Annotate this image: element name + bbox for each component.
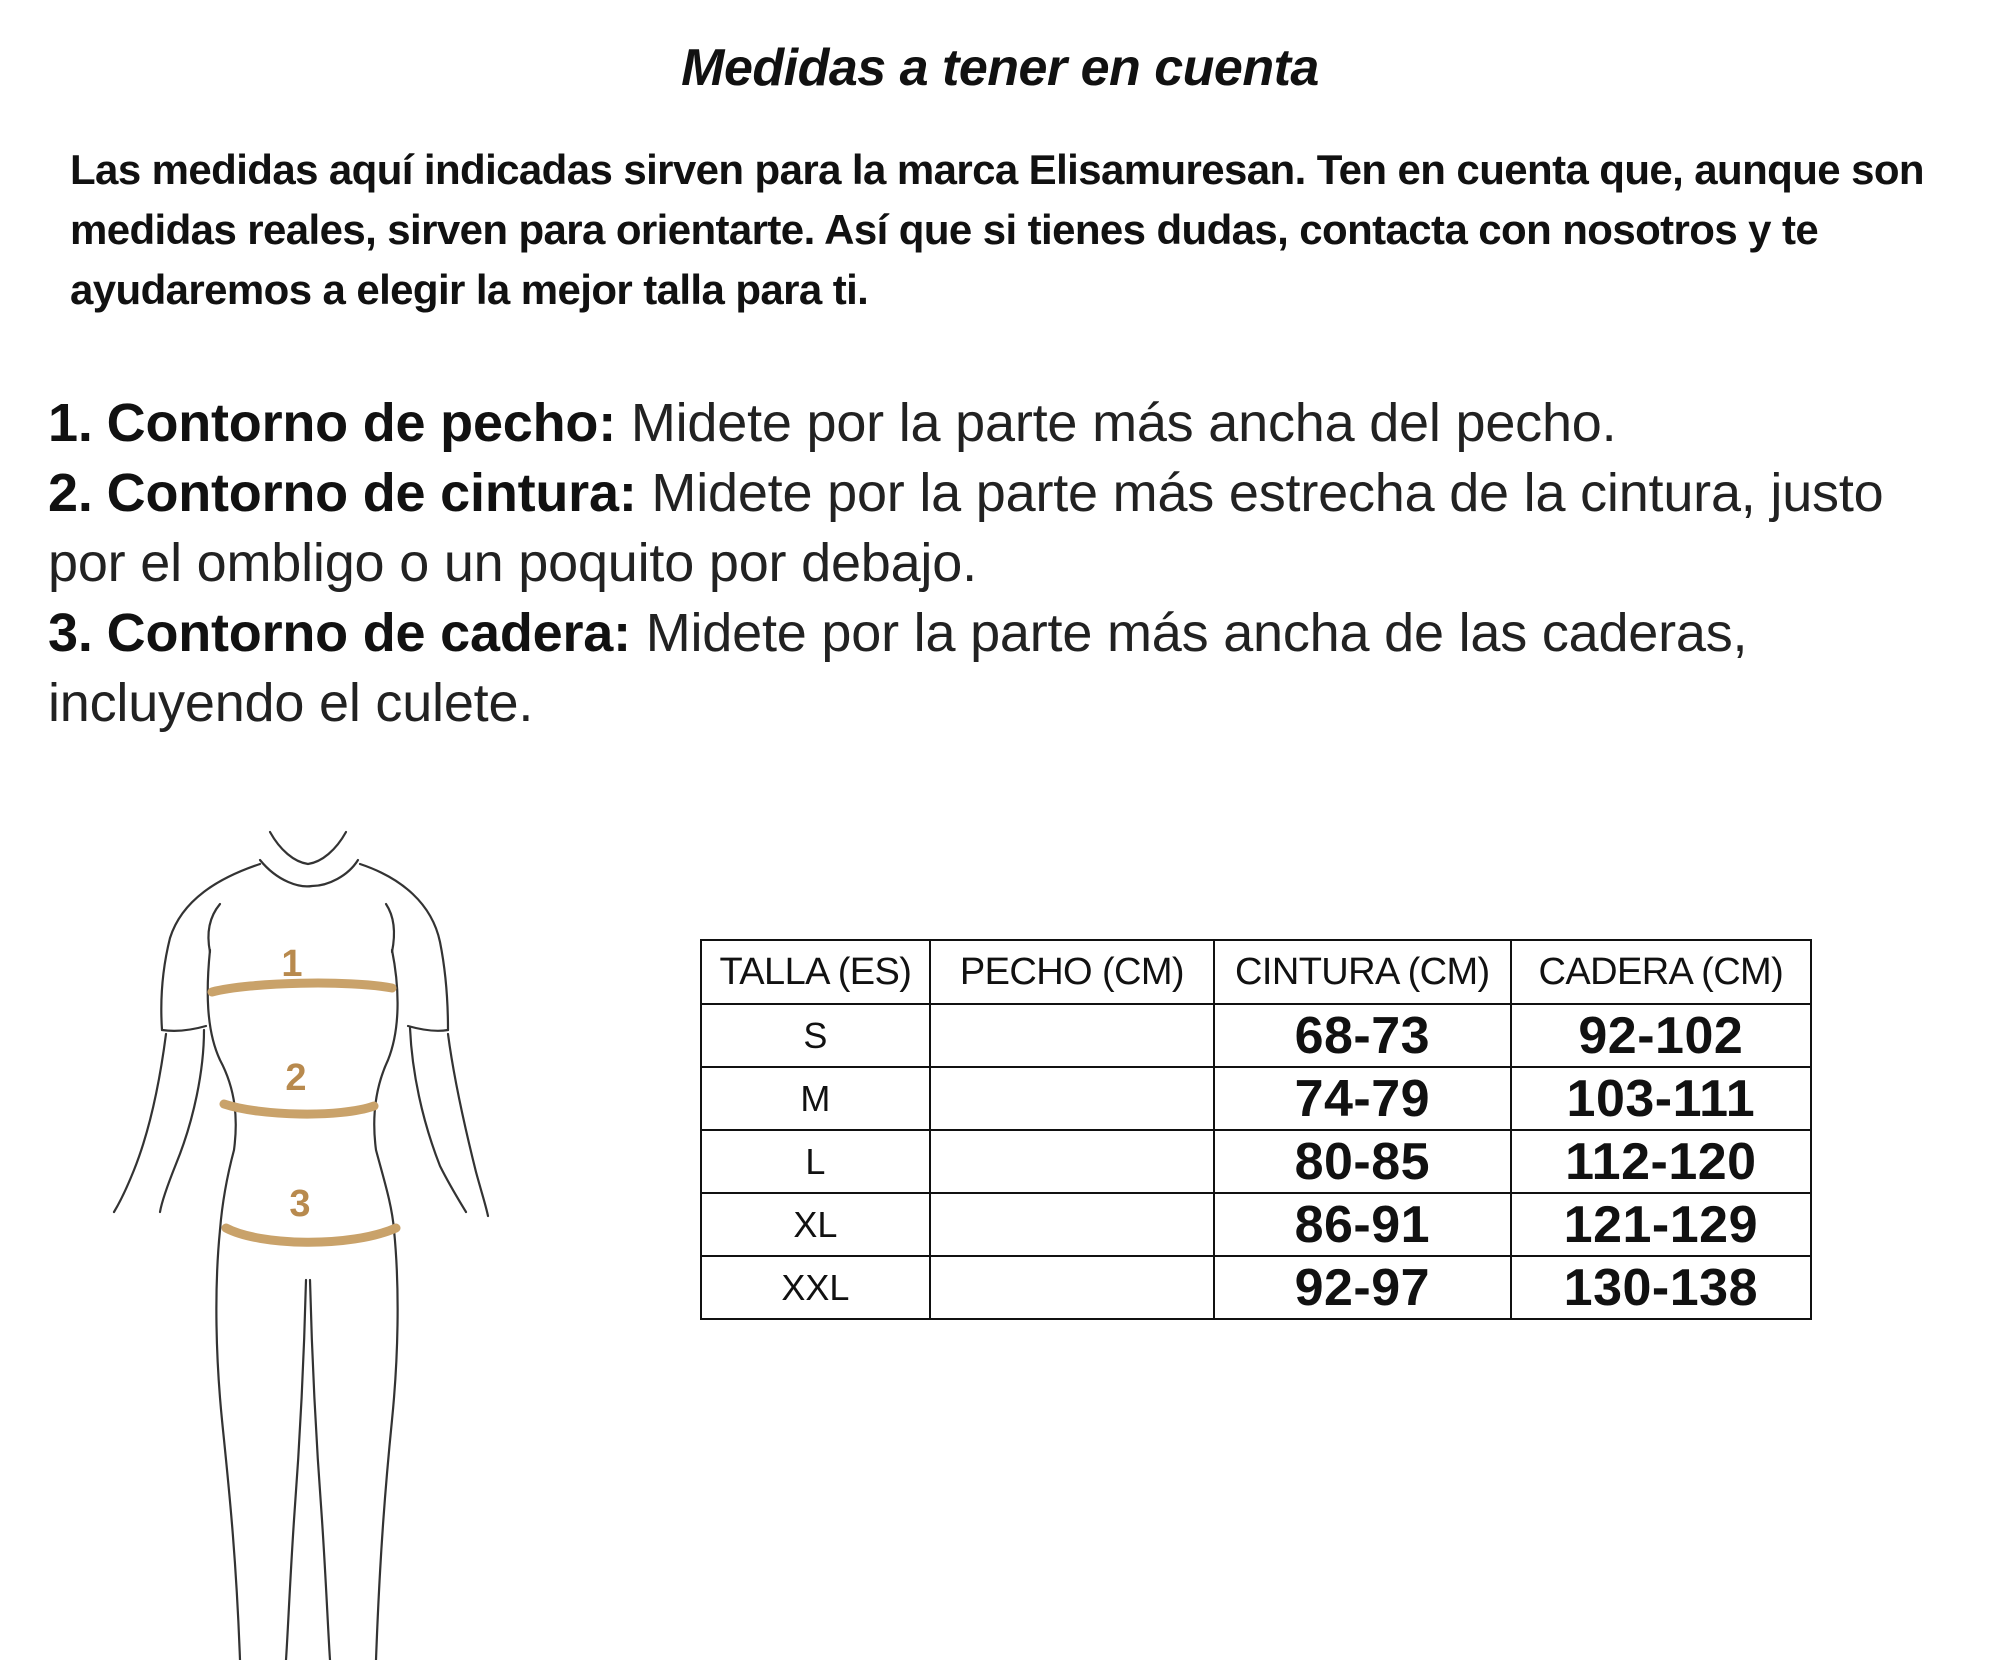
cell-cadera: 112-120 [1511, 1130, 1811, 1193]
table-row [701, 1256, 1811, 1319]
header-cadera: CADERA (CM) [1511, 940, 1811, 1004]
measure-item-pecho [48, 388, 1968, 458]
cell-talla: XL [701, 1193, 930, 1256]
measurement-instructions [48, 388, 1968, 738]
measure-term: Contorno de cintura [106, 463, 619, 523]
cell-cintura: 68-73 [1214, 1004, 1511, 1067]
measure-number: 1. [48, 393, 93, 453]
cell-pecho [930, 1193, 1214, 1256]
body-figure-illustration [110, 820, 490, 1660]
header-pecho: PECHO (CM) [930, 940, 1214, 1004]
table-row [701, 1067, 1811, 1130]
table-row [701, 1004, 1811, 1067]
size-chart-table [700, 939, 1812, 1320]
cell-cadera: 92-102 [1511, 1004, 1811, 1067]
cell-talla: S [701, 1004, 930, 1067]
measure-separator: : [618, 463, 637, 523]
header-talla: TALLA (ES) [701, 940, 930, 1004]
cell-talla: M [701, 1067, 930, 1130]
label-3: 3 [289, 1183, 311, 1225]
measure-description: Midete por la parte más estrecha de la cintura, justo por el ombligo o un poquito por debajo. [48, 463, 1884, 593]
cell-cintura: 74-79 [1214, 1067, 1511, 1130]
band-cintura [224, 1104, 374, 1114]
cell-pecho [930, 1256, 1214, 1319]
cell-pecho [930, 1067, 1214, 1130]
label-1: 1 [281, 943, 303, 985]
measure-item-cintura [48, 458, 1968, 598]
measure-item-cadera [48, 598, 1968, 738]
table-row [701, 1130, 1811, 1193]
measure-term: Contorno de pecho [106, 393, 599, 453]
cell-cintura: 86-91 [1214, 1193, 1511, 1256]
measure-description: Midete por la parte más ancha de las caderas, incluyendo el culete. [48, 603, 1748, 733]
page-title: Medidas a tener en cuenta [681, 39, 1319, 97]
measure-description: Midete por la parte más ancha del pecho. [616, 393, 1617, 453]
cell-cintura: 80-85 [1214, 1130, 1511, 1193]
cell-cadera: 121-129 [1511, 1193, 1811, 1256]
header-cintura: CINTURA (CM) [1214, 940, 1511, 1004]
cell-talla: XXL [701, 1256, 930, 1319]
intro-paragraph: Las medidas aquí indicadas sirven para la marca Elisamuresan. Ten en cuenta que, aunque son medidas reales, sirven para orientarte. Así que si tienes dudas, contacta con nosotros y te ayudaremos a elegir la mejor talla para ti. [70, 146, 1924, 313]
table-header-row [701, 940, 1811, 1004]
measure-term: Contorno de cadera [106, 603, 614, 663]
measure-separator: : [613, 603, 631, 663]
cell-cadera: 130-138 [1511, 1256, 1811, 1319]
label-2: 2 [285, 1057, 307, 1099]
measure-separator: : [598, 393, 617, 453]
measure-number: 3. [48, 603, 93, 663]
cell-cadera: 103-111 [1511, 1067, 1811, 1130]
table-row [701, 1193, 1811, 1256]
cell-pecho [930, 1004, 1214, 1067]
cell-pecho [930, 1130, 1214, 1193]
cell-cintura: 92-97 [1214, 1256, 1511, 1319]
cell-talla: L [701, 1130, 930, 1193]
measure-number: 2. [48, 463, 93, 523]
band-cadera [226, 1228, 396, 1242]
